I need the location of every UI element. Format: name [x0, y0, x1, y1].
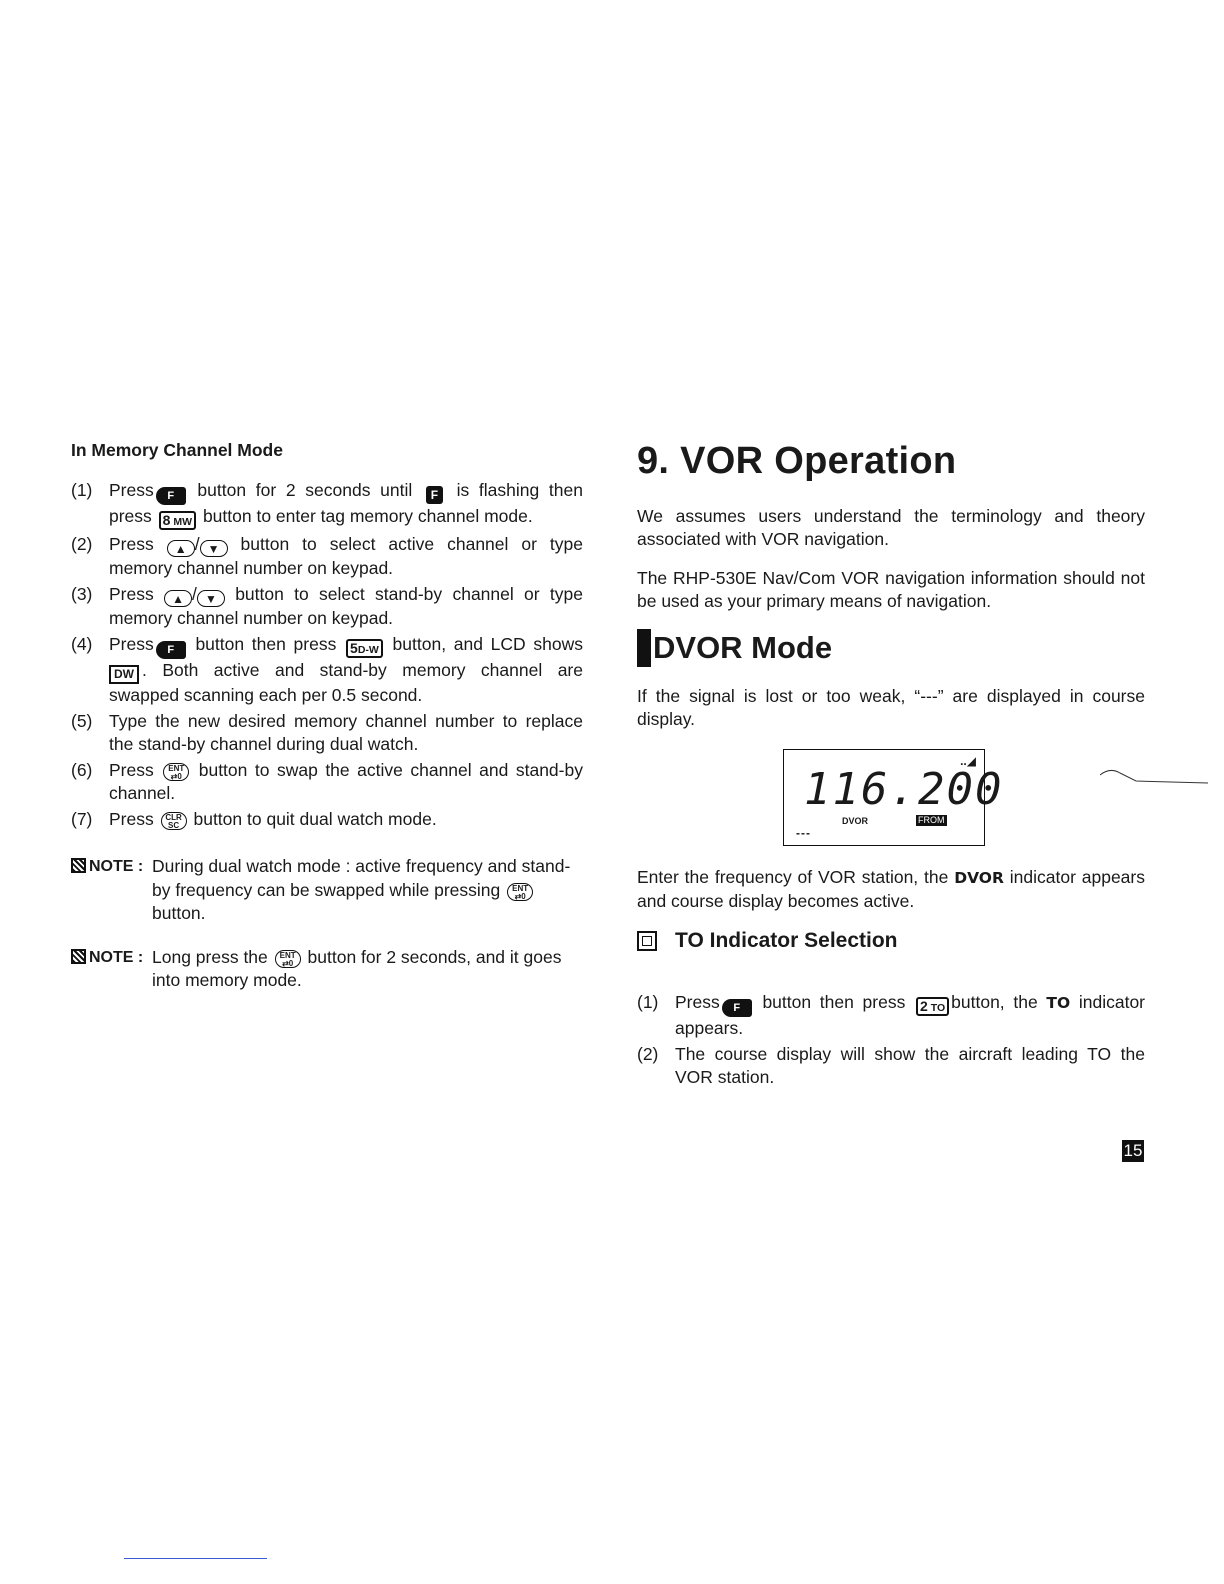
memory-channel-heading: In Memory Channel Mode: [71, 440, 283, 460]
clr-key-icon: CLR SC: [161, 812, 187, 830]
left-column: [71, 440, 583, 993]
2-to-key-icon: 2 TO: [916, 997, 949, 1016]
step-1: (1) Press F button for 2 seconds until F is flashing then press 8 MW button to enter tag memory channel mode.: [71, 480, 583, 528]
ent-key-icon: ENT ⇄0: [507, 883, 533, 901]
down-arrow-key-icon: ▼: [200, 540, 228, 557]
lcd-dashes: ---: [796, 826, 811, 840]
f-indicator-icon: F: [426, 486, 443, 504]
bottom-rule: [124, 1558, 267, 1559]
intro-paragraph-1: We assumes users understand the terminology and theory associated with VOR navigation.: [637, 506, 1145, 549]
to-step-2: (2) The course display will show the aircraft leading TO the VOR station.: [637, 1044, 1145, 1087]
ent-key-icon: ENT ⇄0: [275, 950, 301, 968]
note-icon: [71, 949, 86, 964]
f-key-icon: F: [722, 999, 752, 1017]
8-mw-key-icon: 8 MW: [159, 511, 196, 530]
up-arrow-key-icon: ▲: [164, 590, 192, 607]
page-number: 15: [1123, 1141, 1143, 1160]
signal-icon: ..◢: [960, 754, 976, 768]
step-2: (2) Press ▲ / ▼ button to select active channel or type memory channel number on keypad.: [71, 534, 583, 578]
frequency-paragraph: Enter the frequency of VOR station, the DVOR indicator appears and course display becomes active.: [637, 867, 1145, 911]
dvor-paragraph: If the signal is lost or too weak, “---” are displayed in course display.: [637, 686, 1145, 729]
step-6: (6) Press ENT ⇄0 button to swap the active channel and stand-by channel.: [71, 760, 583, 803]
page-title: 9. VOR Operation: [637, 440, 957, 482]
step-3: (3) Press ▲ / ▼ button to select stand-by channel or type memory channel number on keypad.: [71, 584, 583, 628]
checkbox-icon: [637, 931, 657, 951]
step-7: (7) Press CLR SC button to quit dual watch mode.: [71, 809, 437, 830]
5-dw-key-icon: 5D-W: [346, 639, 383, 658]
section-marker-icon: [637, 629, 651, 667]
lcd-display: [783, 749, 1004, 846]
lcd-dvor-label: DVOR: [842, 816, 869, 826]
to-step-1: (1) Press F button then press 2 TO button, the TO indicator appears.: [637, 992, 1146, 1038]
dvor-mode-heading: DVOR Mode: [637, 629, 1145, 667]
note-1: NOTE : During dual watch mode : active frequency and stand-by frequency can be swapped while pressing ENT ⇄0 button.: [71, 855, 583, 926]
f-key-icon: F: [156, 487, 186, 505]
intro-paragraph-2: The RHP-530E Nav/Com VOR navigation information should not be used as your primary means of navigation.: [637, 568, 1145, 611]
lcd-frequency: 116.200: [804, 764, 1004, 815]
up-arrow-key-icon: ▲: [167, 540, 195, 557]
note-2: NOTE : Long press the ENT ⇄0 button for 2 seconds, and it goes into memory mode.: [71, 946, 583, 993]
stray-mark: [1100, 765, 1210, 787]
ent-key-icon: ENT ⇄0: [163, 763, 189, 781]
dw-lcd-icon: DW: [109, 665, 139, 684]
step-5: (5) Type the new desired memory channel number to replace the stand-by channel during dual watch.: [71, 711, 583, 754]
f-key-icon: F: [156, 641, 186, 659]
step-4: (4) Press F button then press 5D-W button, and LCD shows DW . Both active and stand-by memory channel are swapped scanning each per 0.5 second.: [71, 634, 583, 705]
down-arrow-key-icon: ▼: [197, 590, 225, 607]
to-indicator-heading: TO Indicator Selection: [637, 929, 1145, 953]
note-icon: [71, 858, 86, 873]
right-column: [637, 440, 1145, 1092]
lcd-from-label: FROM: [918, 815, 945, 825]
